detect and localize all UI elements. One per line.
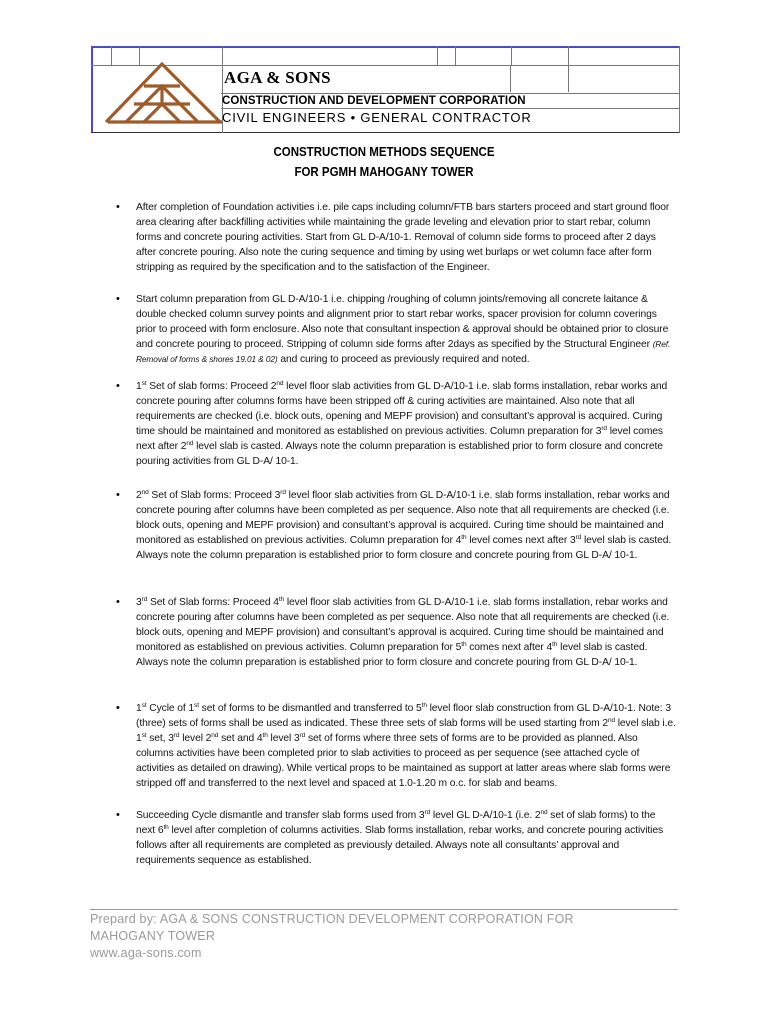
- bullet-icon: •: [116, 489, 120, 501]
- footer-website-link[interactable]: www.aga-sons.com: [90, 946, 202, 960]
- bullet-icon: •: [116, 809, 120, 821]
- list-item: [116, 379, 676, 469]
- footer-project: MAHOGANY TOWER: [90, 929, 216, 943]
- grid-line: [221, 65, 680, 66]
- header-top-border: [91, 46, 680, 48]
- grid-line: [221, 108, 680, 109]
- document-subtitle: FOR PGMH MAHOGANY TOWER: [294, 165, 474, 179]
- corporation-name: CONSTRUCTION AND DEVELOPMENT CORPORATION: [222, 95, 526, 107]
- company-tagline: CIVIL ENGINEERS • GENERAL CONTRACTOR: [222, 110, 532, 125]
- bullet-icon: •: [116, 293, 120, 305]
- grid-line: [437, 46, 438, 65]
- document-title: CONSTRUCTION METHODS SEQUENCE: [273, 145, 495, 159]
- list-item-text: 2nd Set of Slab forms: Proceed 3rd level floor slab activities from GL D-A/10-1 i.e. slab forms installation, rebar works and concrete pouring after columns have been completed as per sequence. Also note that all requirements are checked (i.e. block outs, opening and MEPF provision) and consultant’s approval is acquired. Curing time should be maintained and monitored as established on previous activities. Column preparation for 4th level comes next after 3rd level slab is casted. Always note the column preparation is established prior to form closure and concrete pouring from GL D-A/ 10-1.: [136, 489, 672, 561]
- bullet-icon: •: [116, 380, 120, 392]
- company-name: AGA & SONS: [224, 68, 331, 87]
- bullet-icon: •: [116, 201, 120, 213]
- grid-line: [568, 46, 569, 65]
- header-left-border: [91, 46, 93, 133]
- list-item: [116, 595, 676, 670]
- footer: [90, 911, 690, 962]
- aga-sons-triangle-logo-icon: [104, 56, 224, 128]
- bullet-icon: •: [116, 596, 120, 608]
- bullet-icon: •: [116, 702, 120, 714]
- list-item: [116, 808, 676, 868]
- reference-note: (Ref. Removal of forms & shores 19.01 & 02): [136, 339, 671, 364]
- list-item-text: Succeeding Cycle dismantle and transfer slab forms used from 3rd level GL D-A/10-1 (i.e. 2nd set of slab forms) to the next 6th level after completion of columns activities. Slab forms installation, rebar works, and concrete pouring activities follows after all requirements are completed as previously detailed. Always note all consultants’ approval and requirements sequence as established.: [136, 809, 664, 866]
- grid-line: [679, 46, 680, 133]
- header-bottom-border: [91, 132, 680, 133]
- list-item-text: 3rd Set of Slab forms: Proceed 4th level floor slab activities from GL D-A/10-1 i.e. slab forms installation, rebar works and concrete pouring after columns have been completed as per sequence. Also note that all requirements are checked (i.e. block outs, opening and MEPF provision) and consultant’s approval is acquired. Curing time should be maintained and monitored as established on previous activities. Column preparation for 5th comes next after 4th level slab is casted. Always note the column preparation is established prior to form closure and concrete pouring from GL D-A/ 10-1.: [136, 596, 670, 668]
- list-item: [116, 200, 676, 275]
- grid-line: [510, 65, 511, 92]
- footer-prepared-by: Prepard by: AGA & SONS CONSTRUCTION DEVELOPMENT CORPORATION FOR: [90, 912, 574, 926]
- grid-line: [568, 65, 569, 92]
- list-item-text: After completion of Foundation activities i.e. pile caps including column/FTB bars starters proceed and start ground floor area clearing after backfilling activities while maintaining the grade leveling and elevation prior to start rebar, column forms and concrete pouring activities. Start from GL D-A/10-1. Removal of column side forms to proceed after 2 days after concrete pouring. Also note the curing sequence and timing by using wet burlaps or wet column face after form stripping as required by the specification and to the satisfaction of the Engineer.: [136, 202, 670, 273]
- grid-line: [455, 46, 456, 65]
- grid-line: [511, 46, 512, 65]
- footer-divider: [90, 909, 678, 910]
- list-item: [116, 701, 676, 791]
- list-item-text: 1st Cycle of 1st set of forms to be dismantled and transferred to 5th level floor slab construction from GL D-A/10-1. Note: 3 (three) sets of forms shall be used as indicated. These three sets of slab forms will be used starting from 2nd level slab i.e. 1st set, 3rd level 2nd set and 4th level 3rd set of forms where three sets of forms are to be provided as planned. Also columns activities have been completed prior to slab activities to proceed as per sequence (see attached cycle of activities as detailed on drawing). While vertical props to be maintained as support at latter areas where slab forms were stripped off and transferred to the next level and spaced at 1.0-1.20 m o.c. for slab and beams.: [136, 702, 676, 789]
- list-item-text: Start column preparation from GL D-A/10-1 i.e. chipping /roughing of column joints/removing all concrete laitance & double checked column survey points and alignment prior to start rebar works, spacer provision for column coverings prior to proceed with form enclosure. Also note that consultant inspection & approval should be obtained prior to closure and concrete pouring to proceed. Stripping of column side forms after 2days as specified by the Structural Engineer (Ref. Removal of forms & shores 19.01 & 02) and curing to proceed as previously required and noted.: [136, 294, 671, 365]
- list-item: [116, 292, 676, 367]
- list-item-text: 1st Set of slab forms: Proceed 2nd level floor slab activities from GL D-A/10-1 i.e. slab forms installation, rebar works and concrete pouring after columns forms have been stripped off & curing activities are maintained. Also note that all requirements are checked (i.e. block outs, opening and MEPF provision) and consultant’s approval is acquired. Curing time should be maintained and monitored as established on previous activities. Column preparation for 3rd level comes next after 2nd level slab is casted. Always note the column preparation is established prior to form closure and concrete pouring activities from GL D-A/ 10-1.: [136, 380, 668, 467]
- grid-line: [221, 93, 680, 94]
- list-item: [116, 488, 676, 563]
